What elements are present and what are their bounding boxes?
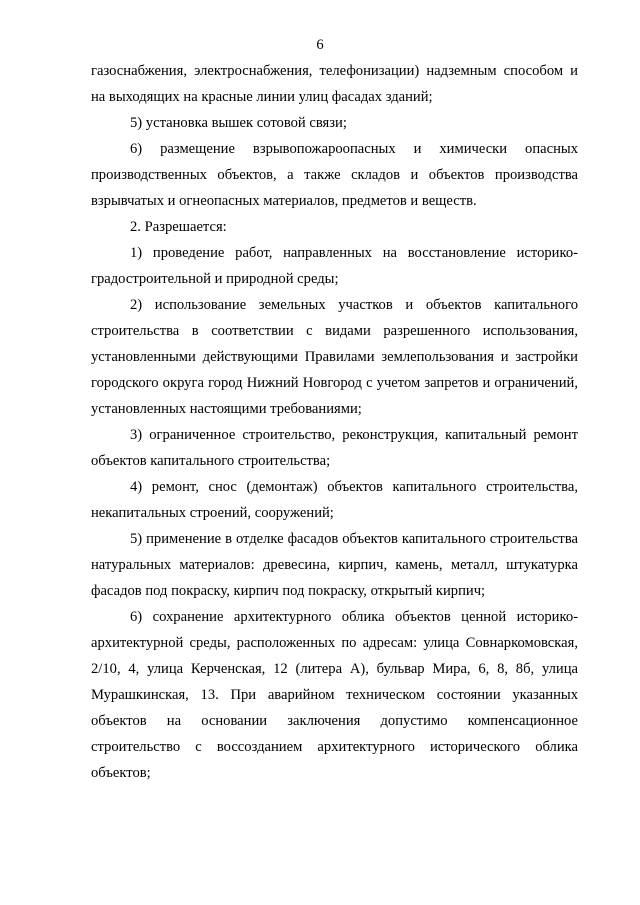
paragraph-permitted-6: 6) сохранение архитектурного облика объектов ценной историко-архитектурной среды, расположенных по адресам: улица Совнаркомовская, 2/10, 4, улица Керченская, 12 (литера А), бульвар Мира, 6, 8, 8б, улица Мурашкинская, 13. При аварийном техническом состоянии указанных объектов на основании заключения допустимо компенсационное строительство с воссозданием архитектурного исторического облика объектов; [91, 609, 578, 781]
paragraph-permitted-5: 5) применение в отделке фасадов объектов капитального строительства натуральных материалов: древесина, кирпич, камень, металл, штукатурка фасадов под покраску, кирпич под покраску, открытый кирпич; [91, 531, 578, 599]
paragraph-item-5-cell-towers: 5) установка вышек сотовой связи; [130, 115, 347, 131]
paragraph-section-2-heading: 2. Разрешается: [130, 219, 227, 235]
paragraph-item-6-hazardous-objects: 6) размещение взрывопожароопасных и химически опасных производственных объектов, а также складов и объектов производства взрывчатых и огнеопасных материалов, предметов и веществ. [91, 141, 578, 209]
page-number: 6 [316, 37, 324, 53]
document-body [91, 58, 578, 786]
paragraph-permitted-2: 2) использование земельных участков и объектов капитального строительства в соответствии с видами разрешенного использования, установленными действующими Правилами землепользования и застройки городского округа город Нижний Новгород с учетом запретов и ограничений, установленных настоящими требованиями; [91, 297, 578, 417]
paragraph-permitted-1: 1) проведение работ, направленных на восстановление историко-градостроительной и природной среды; [91, 245, 578, 287]
paragraph-continuation: газоснабжения, электроснабжения, телефонизации) надземным способом и на выходящих на красные линии улиц фасадах зданий; [91, 63, 578, 105]
paragraph-permitted-4: 4) ремонт, снос (демонтаж) объектов капитального строительства, некапитальных строений, сооружений; [91, 479, 578, 521]
paragraph-permitted-3: 3) ограниченное строительство, реконструкция, капитальный ремонт объектов капитального строительства; [91, 427, 578, 469]
